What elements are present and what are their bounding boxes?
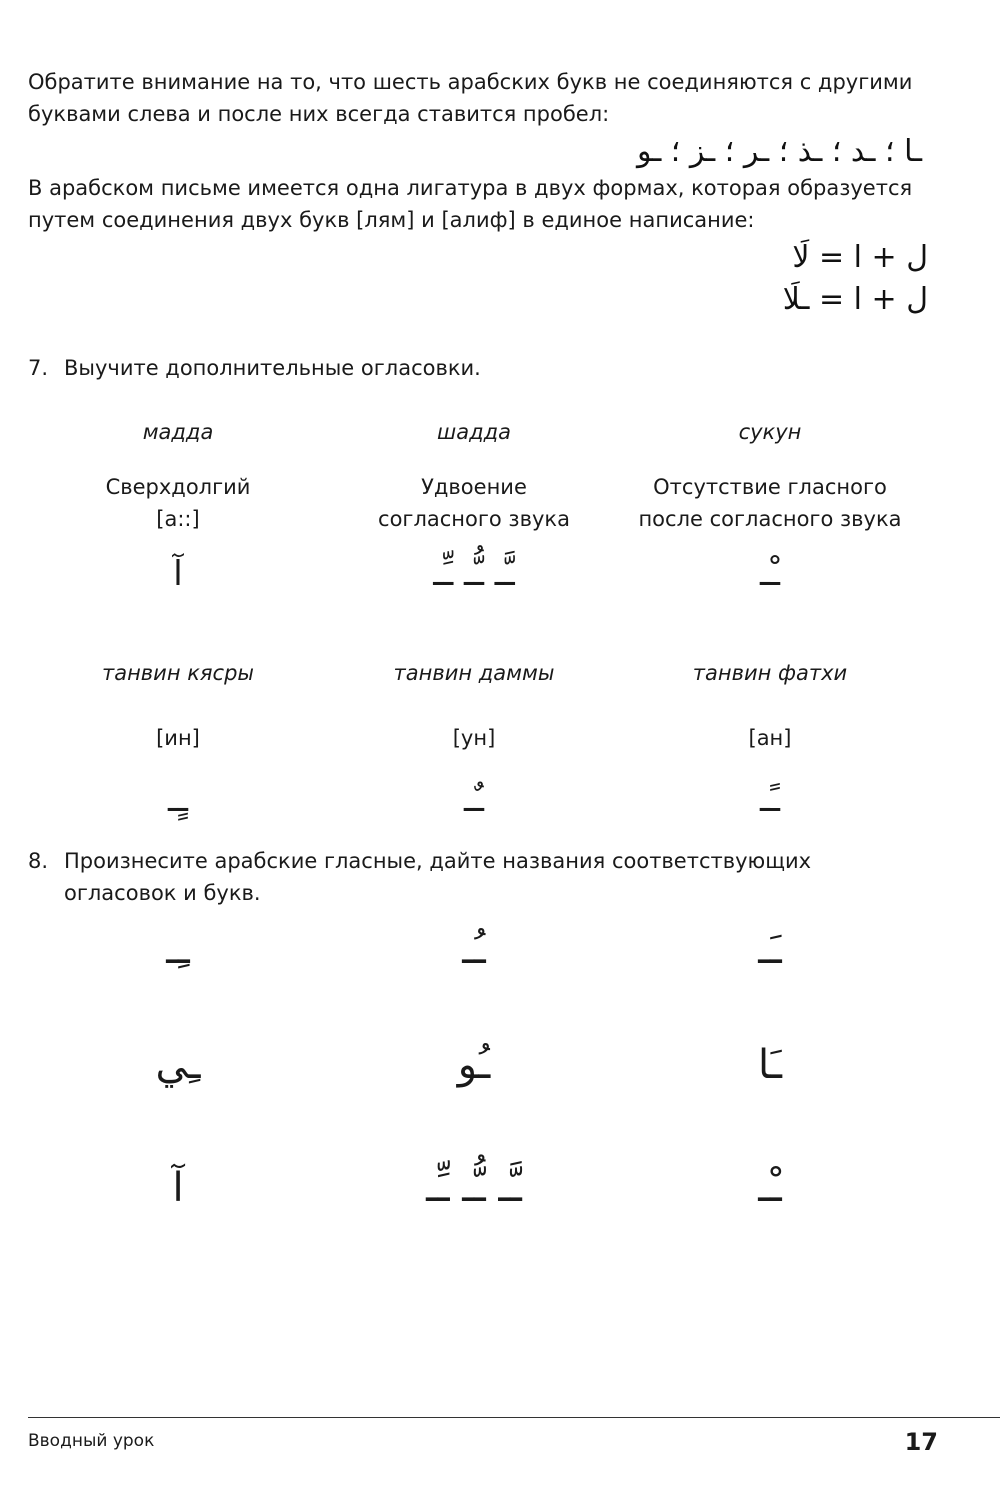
tanwin-fatha-name: танвин фатхи: [692, 661, 848, 685]
madda-name: мадда: [142, 420, 214, 444]
ex8-fatha-alif: ـَا: [758, 1042, 782, 1088]
madda-desc-line2: [а::]: [156, 507, 200, 531]
tanwin-kasra-name: танвин кясры: [101, 661, 255, 685]
ex8-sukun: ـْـ: [758, 1165, 782, 1211]
footer-section-title: Вводный урок: [28, 1431, 155, 1451]
tanwin-kasra-sign: ـٍـ: [168, 780, 188, 820]
tanwin-fatha-desc: [ан]: [748, 726, 792, 750]
page-number: 17: [904, 1428, 938, 1456]
intro-paragraph-ligature: В арабском письме имеется одна лигатура в двух формах, которая образуется путем соединения двух букв [лям] и [алиф] в единое написание:: [28, 176, 913, 232]
sukun-desc-line2: после согласного звука: [638, 507, 902, 531]
exercise-7-text: Выучите дополнительные огласовки.: [64, 356, 481, 380]
tanwin-kasra-desc: [ин]: [156, 726, 200, 750]
exercise-7-number: 7.: [28, 356, 49, 380]
tanwin-damma-sign: ـٌـ: [464, 780, 484, 820]
exercise-8-heading: [28, 845, 928, 909]
ligature-formula-1: ل + ا = لَا: [792, 240, 928, 275]
intro-paragraph-nonconnecting: Обратите внимание на то, что шесть арабских букв не соединяются с другими буквами слева и после них всегда ставится пробел:: [28, 70, 913, 126]
shadda-sign: ـَّـ ـُّـ ـِّـ: [433, 554, 515, 594]
ex8-damma-waw: ـُو: [457, 1042, 491, 1088]
footer-divider: [28, 1417, 1000, 1418]
tanwin-damma-desc: [ун]: [452, 726, 496, 750]
exercise-8-text-line1: Произнесите арабские гласные, дайте названия соответствующих: [64, 849, 812, 873]
ex8-damma: ـُـ: [462, 927, 486, 973]
madda-sign: آ: [173, 554, 183, 594]
ex8-shadda-set: ـَّـ ـُّـ ـِّـ: [426, 1165, 522, 1211]
sukun-name: сукун: [738, 420, 802, 444]
madda-desc-line1: Сверхдолгий: [105, 475, 251, 499]
tanwin-fatha-sign: ـًـ: [760, 780, 780, 820]
sukun-sign: ـْـ: [760, 554, 780, 594]
shadda-name: шадда: [437, 420, 511, 444]
ligature-formula-2: ل + ا = ـلَا: [782, 282, 928, 317]
ex8-fatha: ـَـ: [758, 927, 782, 973]
nonconnecting-letters: ـا ؛ ـد ؛ ـذ ؛ ـر ؛ ـز ؛ ـو: [636, 134, 922, 169]
exercise-8-text-line2: огласовок и букв.: [64, 881, 261, 905]
tanwin-damma-name: танвин даммы: [393, 661, 555, 685]
ex8-madda: آ: [172, 1165, 184, 1211]
sukun-desc-line1: Отсутствие гласного: [653, 475, 887, 499]
ex8-kasra: ـِـ: [166, 927, 190, 973]
shadda-desc-line1: Удвоение: [421, 475, 527, 499]
shadda-desc-line2: согласного звука: [378, 507, 570, 531]
ex8-kasra-ya: ـِي: [155, 1042, 201, 1088]
exercise-8-number: 8.: [28, 849, 49, 873]
